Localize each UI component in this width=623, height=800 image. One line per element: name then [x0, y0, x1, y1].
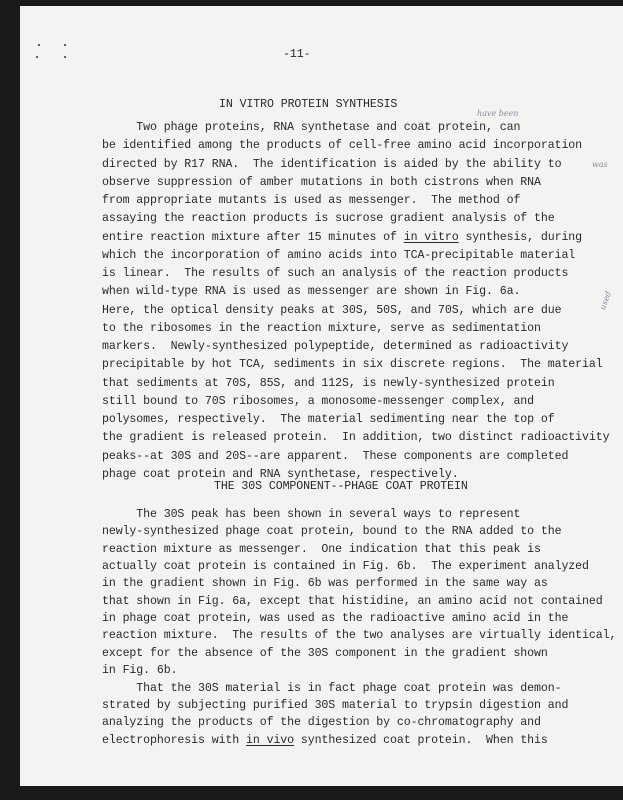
text-line: polysomes, respectively. The material sedimenting near the top of [102, 413, 555, 426]
text-line: That the 30S material is in fact phage coat protein was demon- [102, 681, 562, 695]
text-line: markers. Newly-synthesized polypeptide, determined as radioactivity [102, 340, 569, 353]
text-line: be identified among the products of cell-free amino acid incorporation [102, 139, 583, 153]
text-line: phage coat protein and RNA synthetase, respectively. [102, 467, 459, 481]
text-line: directed by R17 RNA. The identification is aided by the ability to [102, 157, 562, 171]
speck [36, 56, 38, 58]
text-line: except for the absence of the 30S component in the gradient shown [102, 646, 548, 660]
underlined-term: in vitro [403, 230, 459, 244]
text-line: assaying the reaction products is sucrose gradient analysis of the [102, 212, 555, 226]
text-line: which the incorporation of amino acids into TCA-precipitable material [102, 248, 576, 262]
text-line: strated by subjecting purified 30S material to trypsin digestion and [102, 698, 569, 712]
page-number: -11- [283, 48, 311, 61]
underlined-term: in vivo [246, 733, 295, 747]
section-title: IN VITRO PROTEIN SYNTHESIS [219, 98, 398, 111]
text-line: reaction mixture as messenger. One indication that this peak is [102, 542, 541, 556]
section-title: THE 30S COMPONENT--PHAGE COAT PROTEIN [214, 480, 468, 493]
text-line [102, 231, 582, 245]
text-line: The 30S peak has been shown in several ways to represent [102, 508, 521, 521]
text-line: newly-synthesized phage coat protein, bound to the RNA added to the [102, 525, 562, 539]
text-line: observe suppression of amber mutations in both cistrons when RNA [102, 175, 541, 189]
text-line: that shown in Fig. 6a, except that histidine, an amino acid not contained [102, 594, 603, 608]
text-line: still bound to 70S ribosomes, a monosome-messenger complex, and [102, 394, 535, 408]
speck [38, 44, 40, 46]
text-line: in the gradient shown in Fig. 6b was performed in the same way as [102, 577, 548, 591]
handwritten-annotation: was [592, 160, 608, 169]
text-segment: synthesized coat protein. When this [294, 733, 548, 747]
handwritten-annotation: used [598, 289, 614, 312]
text-line: peaks--at 30S and 20S--are apparent. These components are completed [102, 449, 569, 463]
text-line: from appropriate mutants is used as messenger. The method of [102, 194, 521, 207]
text-line: that sediments at 70S, 85S, and 112S, is newly-synthesized protein [102, 376, 555, 390]
text-line: reaction mixture. The results of the two analyses are virtually identical, [102, 629, 617, 643]
text-line: precipitable by hot TCA, sediments in six discrete regions. The material [102, 358, 603, 372]
text-line: in phage coat protein, was used as the radioactive amino acid in the [102, 612, 569, 626]
text-line: in Fig. 6b. [102, 664, 178, 678]
text-line: Here, the optical density peaks at 30S, 50S, and 70S, which are due [102, 303, 562, 317]
text-line: analyzing the products of the digestion by co-chromatography and [102, 716, 541, 730]
text-line: the gradient is released protein. In addition, two distinct radioactivity [102, 431, 610, 445]
handwritten-annotation: have been [477, 109, 519, 118]
text-line: when wild-type RNA is used as messenger are shown in Fig. 6a. [102, 285, 521, 299]
text-line [102, 734, 548, 748]
speck [64, 44, 66, 46]
speck [64, 56, 66, 58]
text-line: actually coat protein is contained in Fig. 6b. The experiment analyzed [102, 560, 589, 574]
text-line: is linear. The results of such an analysis of the reaction products [102, 267, 569, 280]
text-line: to the ribosomes in the reaction mixture, serve as sedimentation [102, 321, 541, 335]
text-segment: entire reaction mixture after 15 minutes of [102, 230, 404, 244]
text-line: Two phage proteins, RNA synthetase and coat protein, can [102, 121, 521, 134]
text-segment: electrophoresis with [102, 733, 247, 747]
text-segment: synthesis, during [458, 230, 583, 244]
